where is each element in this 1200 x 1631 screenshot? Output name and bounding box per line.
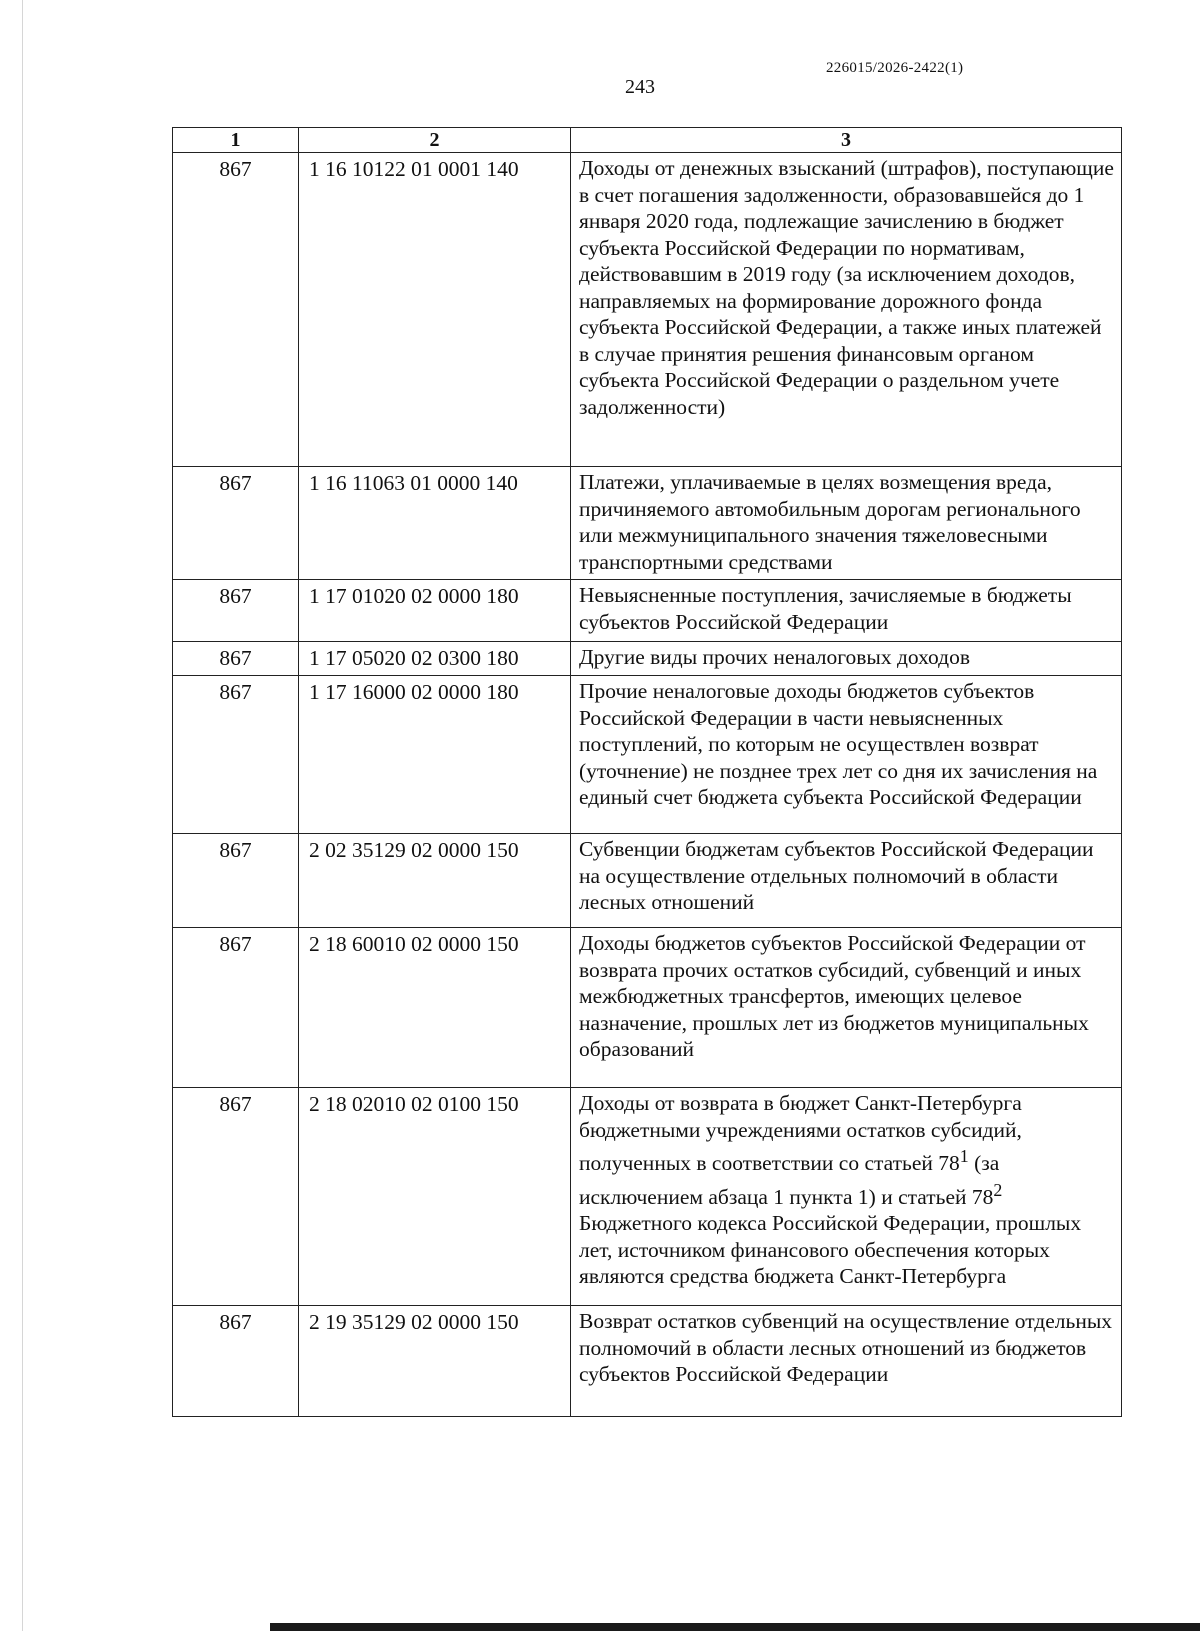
admin-code-cell: 867 [173, 153, 299, 467]
scan-bottom-edge [270, 1623, 1200, 1631]
budget-code-cell: 2 18 02010 02 0100 150 [299, 1088, 571, 1306]
table-row [173, 834, 1122, 928]
description-cell: Другие виды прочих неналоговых доходов [571, 642, 1122, 676]
revenue-codes-table [172, 127, 1122, 1417]
description-cell [571, 1088, 1122, 1306]
table-row [173, 1306, 1122, 1417]
budget-code-cell: 2 18 60010 02 0000 150 [299, 928, 571, 1088]
description-text-part2: (за исключением абзаца 1 пункта 1) и статьей 78 [579, 1151, 1000, 1209]
table-row [173, 580, 1122, 642]
column-header-2: 2 [299, 128, 571, 153]
budget-code-cell: 1 16 11063 01 0000 140 [299, 467, 571, 580]
description-cell: Доходы бюджетов субъектов Российской Федерации от возврата прочих остатков субсидий, субвенций и иных межбюджетных трансфертов, имеющих целевое назначение, прошлых лет из бюджетов муниципальных образований [571, 928, 1122, 1088]
admin-code-cell: 867 [173, 642, 299, 676]
table-row [173, 928, 1122, 1088]
description-cell: Возврат остатков субвенций на осуществление отдельных полномочий в области лесных отношений из бюджетов субъектов Российской Федерации [571, 1306, 1122, 1417]
admin-code-cell: 867 [173, 1306, 299, 1417]
admin-code-cell: 867 [173, 834, 299, 928]
table-row [173, 676, 1122, 834]
budget-code-cell: 1 17 16000 02 0000 180 [299, 676, 571, 834]
description-text-part1: Доходы от возврата в бюджет Санкт-Петербурга бюджетными учреждениями остатков субсидий, полученных в соответствии со статьей 78 [579, 1091, 1022, 1176]
scan-edge-line [22, 0, 23, 1631]
column-header-3: 3 [571, 128, 1122, 153]
table-row [173, 642, 1122, 676]
budget-code-cell: 1 16 10122 01 0001 140 [299, 153, 571, 467]
description-cell: Субвенции бюджетам субъектов Российской Федерации на осуществление отдельных полномочий в области лесных отношений [571, 834, 1122, 928]
budget-code-cell: 1 17 01020 02 0000 180 [299, 580, 571, 642]
description-cell: Доходы от денежных взысканий (штрафов), поступающие в счет погашения задолженности, образовавшейся до 1 января 2020 года, подлежащие зачислению в бюджет субъекта Российской Федерации по нормативам, действовавшим в 2019 году (за исключением доходов, направляемых на формирование дорожного фонда субъекта Российской Федерации, а также иных платежей в случае принятия решения финансовым органом субъекта Российской Федерации о раздельном учете задолженности) [571, 153, 1122, 467]
page-number: 243 [625, 76, 655, 98]
table-row [173, 1088, 1122, 1306]
superscript-2: 2 [993, 1179, 1003, 1200]
column-header-1: 1 [173, 128, 299, 153]
budget-code-cell: 2 02 35129 02 0000 150 [299, 834, 571, 928]
description-text-part3: Бюджетного кодекса Российской Федерации, прошлых лет, источником финансового обеспечения которых являются средства бюджета Санкт-Петербурга [579, 1211, 1082, 1289]
admin-code-cell: 867 [173, 1088, 299, 1306]
description-cell: Платежи, уплачиваемые в целях возмещения вреда, причиняемого автомобильным дорогам регионального или межмуниципального значения тяжеловесными транспортными средствами [571, 467, 1122, 580]
admin-code-cell: 867 [173, 928, 299, 1088]
description-cell: Прочие неналоговые доходы бюджетов субъектов Российской Федерации в части невыясненных поступлений, по которым не осуществлен возврат (уточнение) не позднее трех лет со дня их зачисления на единый счет бюджета субъекта Российской Федерации [571, 676, 1122, 834]
budget-code-cell: 2 19 35129 02 0000 150 [299, 1306, 571, 1417]
admin-code-cell: 867 [173, 467, 299, 580]
admin-code-cell: 867 [173, 580, 299, 642]
admin-code-cell: 867 [173, 676, 299, 834]
table-row [173, 467, 1122, 580]
table-row [173, 153, 1122, 467]
document-number: 226015/2026-2422(1) [826, 60, 964, 76]
description-cell: Невыясненные поступления, зачисляемые в бюджеты субъектов Российской Федерации [571, 580, 1122, 642]
superscript-1: 1 [959, 1146, 969, 1166]
budget-code-cell: 1 17 05020 02 0300 180 [299, 642, 571, 676]
table-header-row [173, 128, 1122, 153]
